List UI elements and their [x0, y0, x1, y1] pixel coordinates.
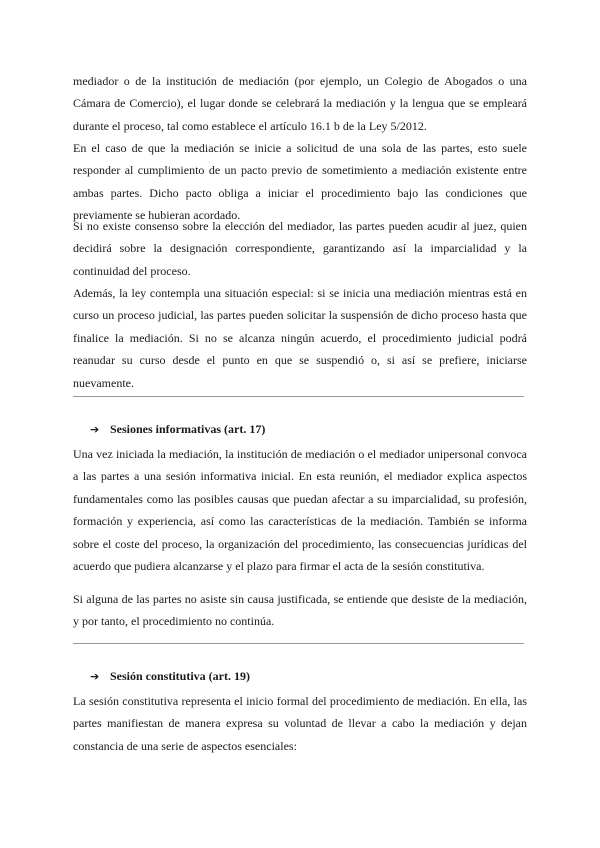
section-divider [73, 396, 524, 397]
paragraph-informative-session: Una vez iniciada la mediación, la institución de mediación o el mediador unipersonal convoca a las partes a una sesión informativa inicial. En esta reunión, el mediador explica aspectos fundamentales como las posibles causas que puedan afectar a su imparcialidad, su profesión, formación y experiencia, así como las características de la mediación. También se informa sobre el coste del proceso, la organización del procedimiento, las consecuencias jurídicas del acuerdo que pudiera alcanzarse y el plazo para firmar el acta de la sesión constitutiva. [73, 447, 527, 574]
paragraph-mediator-institution: mediador o de la institución de mediación (por ejemplo, un Colegio de Abogados o una Cámara de Comercio), el lugar donde se celebrará la mediación y la lengua que se empleará durante el proceso, tal como establece el artículo 16.1 b de la Ley 5/2012. [73, 74, 527, 133]
paragraph-judicial-suspension: Además, la ley contempla una situación especial: si se inicia una mediación mientras está en curso un proceso judicial, las partes pueden solicitar la suspensión de dicho proceso hasta que finalice la mediación. Si no se alcanza ningún acuerdo, el procedimiento judicial podrá reanudar su curso desde el punto en que se suspendió o, si así se prefiere, iniciarse nuevamente. [73, 286, 527, 390]
paragraph-no-consensus: Si no existe consenso sobre la elección del mediador, las partes pueden acudir al juez, quien decidirá sobre la designación correspondiente, garantizando así la imparcialidad y la continuidad del proceso. [73, 219, 527, 278]
section-divider [73, 643, 524, 644]
heading-sesiones-informativas-text: Sesiones informativas (art. 17) [110, 422, 266, 436]
arrow-icon: ➔ [90, 423, 100, 436]
paragraph-constitutive-session: La sesión constitutiva representa el inicio formal del procedimiento de mediación. En ella, las partes manifiestan de manera expresa su voluntad de llevar a cabo la mediación y dejan constancia de una serie de aspectos esenciales: [73, 694, 527, 753]
heading-sesion-constitutiva [90, 667, 250, 686]
paragraph-non-attendance: Si alguna de las partes no asiste sin causa justificada, se entiende que desiste de la mediación, y por tanto, el procedimiento no continúa. [73, 592, 527, 629]
heading-sesion-constitutiva-text: Sesión constitutiva (art. 19) [110, 669, 250, 683]
heading-sesiones-informativas [90, 420, 265, 439]
paragraph-single-party-request: En el caso de que la mediación se inicie a solicitud de una sola de las partes, esto suele responder al cumplimiento de un pacto previo de sometimiento a mediación existente entre ambas partes. Dicho pacto obliga a iniciar el procedimiento bajo las condiciones que previamente se hubieran acordado. [73, 141, 527, 223]
arrow-icon: ➔ [90, 670, 100, 683]
